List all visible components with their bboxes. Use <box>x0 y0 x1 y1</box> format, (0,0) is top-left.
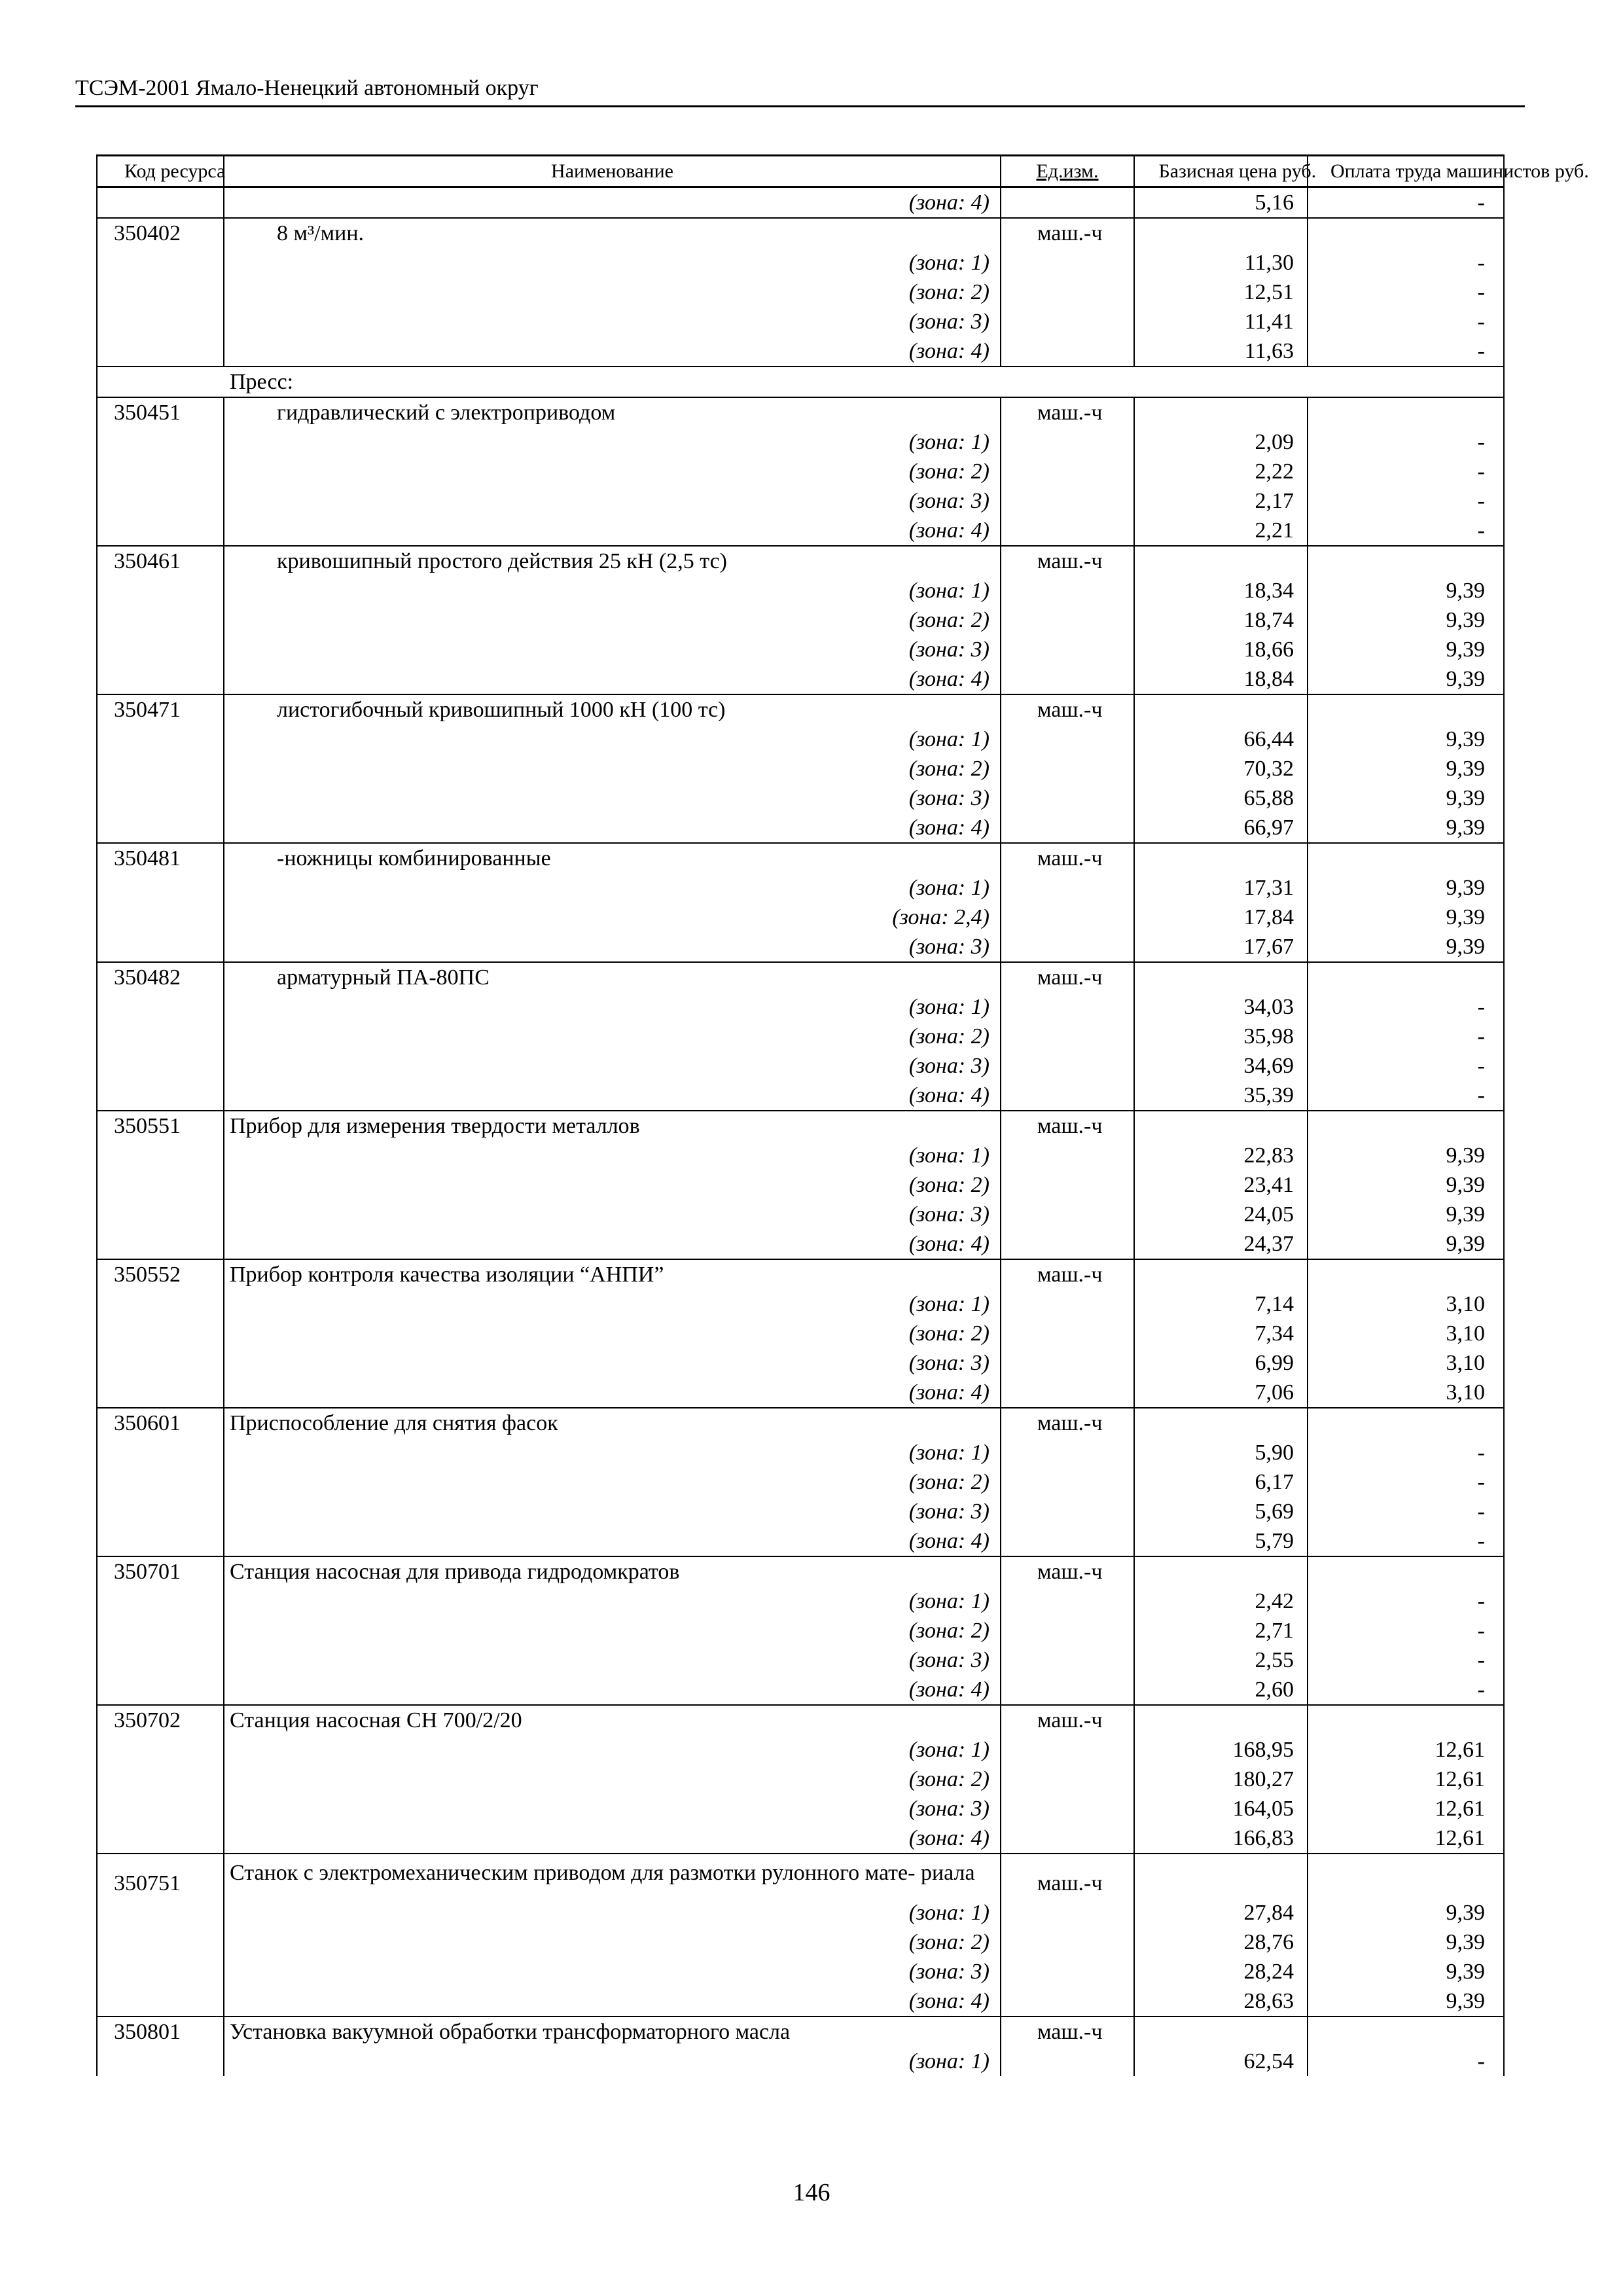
pay-cell: - <box>1308 1645 1504 1675</box>
zone-cell: (зона: 1) <box>224 992 1001 1022</box>
zone-cell: (зона: 2) <box>224 1022 1001 1051</box>
zone-cell: (зона: 1) <box>224 1735 1001 1765</box>
col-header-code: Код ресурса <box>97 156 224 187</box>
pay-cell: - <box>1308 486 1504 516</box>
pay-cell: 3,10 <box>1308 1378 1504 1408</box>
pay-cell: - <box>1308 427 1504 457</box>
table-row <box>97 187 1504 219</box>
zone-cell: (зона: 4) <box>224 813 1001 843</box>
zone-cell: (зона: 3) <box>224 1200 1001 1229</box>
table-row <box>97 457 1504 486</box>
table-row <box>97 1616 1504 1645</box>
price-cell: 164,05 <box>1134 1794 1308 1823</box>
price-cell: 2,22 <box>1134 457 1308 486</box>
table-row <box>97 813 1504 843</box>
resource-code: 350461 <box>97 546 224 576</box>
price-cell: 168,95 <box>1134 1735 1308 1765</box>
resource-name: Приспособление для снятия фасок <box>224 1408 1001 1438</box>
pay-cell: 12,61 <box>1308 1794 1504 1823</box>
price-cell: 2,21 <box>1134 516 1308 546</box>
col-header-pay: Оплата труда машинистов руб. <box>1308 156 1504 187</box>
zone-cell: (зона: 1) <box>224 1587 1001 1616</box>
col-header-name: Наименование <box>224 156 1001 187</box>
table-row <box>97 1928 1504 1957</box>
zone-cell: (зона: 3) <box>224 1497 1001 1526</box>
table-row <box>97 1170 1504 1200</box>
table-header-row <box>97 156 1504 187</box>
pay-cell: 3,10 <box>1308 1348 1504 1378</box>
unit-cell: маш.-ч <box>1001 546 1134 576</box>
resource-code: 350601 <box>97 1408 224 1438</box>
zone-cell: (зона: 1) <box>224 248 1001 278</box>
zone-cell: (зона: 2,4) <box>224 903 1001 932</box>
table-row <box>97 903 1504 932</box>
pay-cell: - <box>1308 457 1504 486</box>
zone-cell: (зона: 2) <box>224 457 1001 486</box>
price-cell: 7,06 <box>1134 1378 1308 1408</box>
table-row <box>97 1408 1504 1438</box>
price-cell: 7,34 <box>1134 1319 1308 1348</box>
price-cell: 35,39 <box>1134 1081 1308 1111</box>
zone-cell: (зона: 1) <box>224 1438 1001 1467</box>
price-cell: 65,88 <box>1134 783 1308 813</box>
price-cell: 17,67 <box>1134 932 1308 962</box>
table-row <box>97 1526 1504 1556</box>
resource-code: 350701 <box>97 1556 224 1587</box>
table-row <box>97 1854 1504 1898</box>
unit-cell: маш.-ч <box>1001 2017 1134 2047</box>
table-row <box>97 1898 1504 1928</box>
table-row <box>97 1705 1504 1735</box>
pay-cell: - <box>1308 1497 1504 1526</box>
resource-name: Станция насосная СН 700/2/20 <box>224 1705 1001 1735</box>
zone-cell: (зона: 4) <box>224 1526 1001 1556</box>
price-cell: 7,14 <box>1134 1289 1308 1319</box>
table-row <box>97 1587 1504 1616</box>
table-row <box>97 278 1504 307</box>
pay-cell: 3,10 <box>1308 1289 1504 1319</box>
price-cell: 6,17 <box>1134 1467 1308 1497</box>
table-row <box>97 1348 1504 1378</box>
pay-cell: 9,39 <box>1308 873 1504 903</box>
pay-cell: 9,39 <box>1308 1141 1504 1170</box>
price-cell: 180,27 <box>1134 1765 1308 1794</box>
price-cell: 2,71 <box>1134 1616 1308 1645</box>
col-header-unit: Ед.изм. <box>1001 156 1134 187</box>
table-row <box>97 932 1504 962</box>
price-cell: 24,37 <box>1134 1229 1308 1259</box>
zone-cell: (зона: 2) <box>224 1928 1001 1957</box>
price-cell: 66,44 <box>1134 725 1308 754</box>
table-row <box>97 546 1504 576</box>
zone-cell: (зона: 4) <box>224 1378 1001 1408</box>
price-cell: 2,60 <box>1134 1675 1308 1705</box>
zone-cell: (зона: 1) <box>224 576 1001 605</box>
table-row <box>97 1497 1504 1526</box>
table-row <box>97 516 1504 546</box>
price-cell: 28,24 <box>1134 1957 1308 1986</box>
price-cell: 18,34 <box>1134 576 1308 605</box>
pay-cell: - <box>1308 1022 1504 1051</box>
table-row <box>97 1794 1504 1823</box>
price-cell: 62,54 <box>1134 2047 1308 2076</box>
pay-cell: 9,39 <box>1308 1229 1504 1259</box>
zone-cell: (зона: 3) <box>224 1957 1001 1986</box>
resource-name: -ножницы комбинированные <box>224 843 1001 873</box>
table-row <box>97 1735 1504 1765</box>
price-cell: 2,09 <box>1134 427 1308 457</box>
pay-cell: 12,61 <box>1308 1823 1504 1854</box>
unit-cell: маш.-ч <box>1001 1408 1134 1438</box>
table-row <box>97 1200 1504 1229</box>
table-row <box>97 873 1504 903</box>
pay-cell: 9,39 <box>1308 783 1504 813</box>
unit-cell: маш.-ч <box>1001 1259 1134 1289</box>
resource-name: Станция насосная для привода гидродомкратов <box>224 1556 1001 1587</box>
zone-cell: (зона: 2) <box>224 1170 1001 1200</box>
pay-cell: 9,39 <box>1308 635 1504 664</box>
pay-cell: - <box>1308 992 1504 1022</box>
zone-cell: (зона: 4) <box>224 1229 1001 1259</box>
resource-code: 350552 <box>97 1259 224 1289</box>
pay-cell: 9,39 <box>1308 1928 1504 1957</box>
table-row <box>97 1141 1504 1170</box>
pay-cell: - <box>1308 516 1504 546</box>
unit-cell: маш.-ч <box>1001 1556 1134 1587</box>
table-row <box>97 694 1504 725</box>
zone-cell: (зона: 4) <box>224 1823 1001 1854</box>
table-row <box>97 1319 1504 1348</box>
price-cell: 5,69 <box>1134 1497 1308 1526</box>
resource-name: гидравлический с электроприводом <box>224 397 1001 427</box>
zone-cell: (зона: 3) <box>224 1348 1001 1378</box>
zone-cell: (зона: 4) <box>224 1081 1001 1111</box>
pay-cell: - <box>1308 336 1504 367</box>
price-cell: 12,51 <box>1134 278 1308 307</box>
pay-cell: 9,39 <box>1308 1200 1504 1229</box>
price-cell: 34,69 <box>1134 1051 1308 1081</box>
price-cell: 28,76 <box>1134 1928 1308 1957</box>
table-row <box>97 1823 1504 1854</box>
running-header: ТСЭМ-2001 Ямало-Ненецкий автономный округ <box>75 76 539 100</box>
table-row <box>97 2047 1504 2076</box>
zone-cell: (зона: 1) <box>224 725 1001 754</box>
table-row <box>97 576 1504 605</box>
page-number: 146 <box>793 2179 830 2206</box>
pay-cell: 9,39 <box>1308 576 1504 605</box>
price-cell: 5,16 <box>1134 187 1308 219</box>
price-table <box>96 154 1589 2076</box>
resource-name: арматурный ПА-80ПС <box>224 962 1001 992</box>
price-cell: 2,55 <box>1134 1645 1308 1675</box>
table-row <box>97 635 1504 664</box>
table-row <box>97 336 1504 367</box>
table-row <box>97 783 1504 813</box>
resource-name: Прибор для измерения твердости металлов <box>224 1111 1001 1141</box>
resource-code: 350402 <box>97 218 224 248</box>
price-cell: 66,97 <box>1134 813 1308 843</box>
price-cell: 34,03 <box>1134 992 1308 1022</box>
price-cell: 70,32 <box>1134 754 1308 783</box>
price-cell: 5,79 <box>1134 1526 1308 1556</box>
header-rule <box>75 105 1525 107</box>
pay-cell: - <box>1308 1438 1504 1467</box>
pay-cell: - <box>1308 187 1504 219</box>
zone-cell: (зона: 4) <box>224 1675 1001 1705</box>
table-row <box>97 1556 1504 1587</box>
zone-cell: (зона: 4) <box>224 187 1001 219</box>
table-row <box>97 992 1504 1022</box>
pay-cell: - <box>1308 307 1504 336</box>
price-cell: 6,99 <box>1134 1348 1308 1378</box>
resource-code: 350481 <box>97 843 224 873</box>
pay-cell: 9,39 <box>1308 725 1504 754</box>
zone-cell: (зона: 2) <box>224 1319 1001 1348</box>
zone-cell: (зона: 1) <box>224 1141 1001 1170</box>
group-heading: Пресс: <box>97 367 1504 397</box>
pay-cell: 9,39 <box>1308 1957 1504 1986</box>
resource-name: Станок с электромеханическим приводом для размотки рулонного мате- риала <box>224 1854 1001 1898</box>
zone-cell: (зона: 3) <box>224 1645 1001 1675</box>
pay-cell: - <box>1308 278 1504 307</box>
pay-cell: - <box>1308 248 1504 278</box>
table-row <box>97 754 1504 783</box>
resource-code: 350451 <box>97 397 224 427</box>
pay-cell: - <box>1308 2047 1504 2076</box>
table-row <box>97 1259 1504 1289</box>
price-cell: 17,84 <box>1134 903 1308 932</box>
pay-cell: 9,39 <box>1308 1898 1504 1928</box>
unit-cell: маш.-ч <box>1001 1854 1134 1898</box>
price-cell: 11,41 <box>1134 307 1308 336</box>
table-row <box>97 843 1504 873</box>
price-cell: 11,63 <box>1134 336 1308 367</box>
price-cell: 28,63 <box>1134 1986 1308 2017</box>
resource-name: листогибочный кривошипный 1000 кН (100 тс) <box>224 694 1001 725</box>
table-row <box>97 1111 1504 1141</box>
zone-cell: (зона: 2) <box>224 1467 1001 1497</box>
table-row <box>97 1051 1504 1081</box>
pay-cell: - <box>1308 1675 1504 1705</box>
zone-cell: (зона: 3) <box>224 1051 1001 1081</box>
table-row <box>97 1229 1504 1259</box>
zone-cell: (зона: 4) <box>224 664 1001 694</box>
resource-code: 350751 <box>97 1854 224 1898</box>
resource-name: Установка вакуумной обработки трансформаторного масла <box>224 2017 1001 2047</box>
table-body <box>97 187 1504 2077</box>
pay-cell: 9,39 <box>1308 664 1504 694</box>
table-row <box>97 1467 1504 1497</box>
unit-cell: маш.-ч <box>1001 843 1134 873</box>
zone-cell: (зона: 1) <box>224 1898 1001 1928</box>
table-row <box>97 1957 1504 1986</box>
zone-cell: (зона: 3) <box>224 307 1001 336</box>
table-row <box>97 397 1504 427</box>
zone-cell: (зона: 3) <box>224 486 1001 516</box>
price-cell: 35,98 <box>1134 1022 1308 1051</box>
table-row <box>97 1081 1504 1111</box>
zone-cell: (зона: 1) <box>224 1289 1001 1319</box>
pay-cell: 9,39 <box>1308 813 1504 843</box>
price-cell: 27,84 <box>1134 1898 1308 1928</box>
table-row <box>97 1765 1504 1794</box>
table-row <box>97 1675 1504 1705</box>
pay-cell: 12,61 <box>1308 1765 1504 1794</box>
table-row <box>97 427 1504 457</box>
resource-name: кривошипный простого действия 25 кН (2,5 тс) <box>224 546 1001 576</box>
table-row <box>97 1378 1504 1408</box>
zone-cell: (зона: 4) <box>224 1986 1001 2017</box>
resource-name: Прибор контроля качества изоляции “АНПИ” <box>224 1259 1001 1289</box>
pay-cell: 9,39 <box>1308 932 1504 962</box>
resource-name: 8 м³/мин. <box>224 218 1001 248</box>
price-cell: 2,42 <box>1134 1587 1308 1616</box>
resource-code: 350482 <box>97 962 224 992</box>
pay-cell: - <box>1308 1051 1504 1081</box>
zone-cell: (зона: 3) <box>224 635 1001 664</box>
zone-cell: (зона: 2) <box>224 278 1001 307</box>
table-row <box>97 486 1504 516</box>
price-cell: 22,83 <box>1134 1141 1308 1170</box>
zone-cell: (зона: 4) <box>224 516 1001 546</box>
resource-code: 350702 <box>97 1705 224 1735</box>
unit-cell: маш.-ч <box>1001 218 1134 248</box>
unit-cell: маш.-ч <box>1001 1111 1134 1141</box>
pay-cell: 9,39 <box>1308 903 1504 932</box>
pay-cell: - <box>1308 1467 1504 1497</box>
zone-cell: (зона: 1) <box>224 427 1001 457</box>
zone-cell: (зона: 3) <box>224 932 1001 962</box>
table-row-group <box>97 367 1504 397</box>
table-row <box>97 1289 1504 1319</box>
pay-cell: - <box>1308 1081 1504 1111</box>
unit-cell: маш.-ч <box>1001 694 1134 725</box>
pay-cell: 12,61 <box>1308 1735 1504 1765</box>
table-row <box>97 2017 1504 2047</box>
table-row <box>97 1986 1504 2017</box>
col-header-price: Базисная цена руб. <box>1134 156 1308 187</box>
price-cell: 23,41 <box>1134 1170 1308 1200</box>
zone-cell: (зона: 3) <box>224 783 1001 813</box>
pay-cell: - <box>1308 1616 1504 1645</box>
table-row <box>97 1645 1504 1675</box>
table-row <box>97 1022 1504 1051</box>
table-row <box>97 1438 1504 1467</box>
table-row <box>97 248 1504 278</box>
table-row <box>97 605 1504 635</box>
price-cell: 5,90 <box>1134 1438 1308 1467</box>
table-row <box>97 664 1504 694</box>
unit-cell: маш.-ч <box>1001 397 1134 427</box>
resource-code: 350471 <box>97 694 224 725</box>
pay-cell: 3,10 <box>1308 1319 1504 1348</box>
table-row <box>97 307 1504 336</box>
price-cell: 18,84 <box>1134 664 1308 694</box>
zone-cell: (зона: 3) <box>224 1794 1001 1823</box>
pay-cell: 9,39 <box>1308 605 1504 635</box>
pay-cell: 9,39 <box>1308 754 1504 783</box>
pay-cell: 9,39 <box>1308 1170 1504 1200</box>
resource-code: 350801 <box>97 2017 224 2047</box>
price-cell: 18,66 <box>1134 635 1308 664</box>
price-cell: 24,05 <box>1134 1200 1308 1229</box>
price-cell: 166,83 <box>1134 1823 1308 1854</box>
table-row <box>97 725 1504 754</box>
pay-cell: 9,39 <box>1308 1986 1504 2017</box>
zone-cell: (зона: 2) <box>224 1765 1001 1794</box>
table-row <box>97 962 1504 992</box>
price-cell: 2,17 <box>1134 486 1308 516</box>
pay-cell: - <box>1308 1526 1504 1556</box>
unit-cell: маш.-ч <box>1001 962 1134 992</box>
unit-cell: маш.-ч <box>1001 1705 1134 1735</box>
zone-cell: (зона: 2) <box>224 1616 1001 1645</box>
zone-cell: (зона: 1) <box>224 2047 1001 2076</box>
table-row <box>97 218 1504 248</box>
zone-cell: (зона: 2) <box>224 754 1001 783</box>
zone-cell: (зона: 1) <box>224 873 1001 903</box>
zone-cell: (зона: 4) <box>224 336 1001 367</box>
zone-cell: (зона: 2) <box>224 605 1001 635</box>
price-cell: 18,74 <box>1134 605 1308 635</box>
price-cell: 17,31 <box>1134 873 1308 903</box>
pay-cell: - <box>1308 1587 1504 1616</box>
price-cell: 11,30 <box>1134 248 1308 278</box>
resource-code: 350551 <box>97 1111 224 1141</box>
